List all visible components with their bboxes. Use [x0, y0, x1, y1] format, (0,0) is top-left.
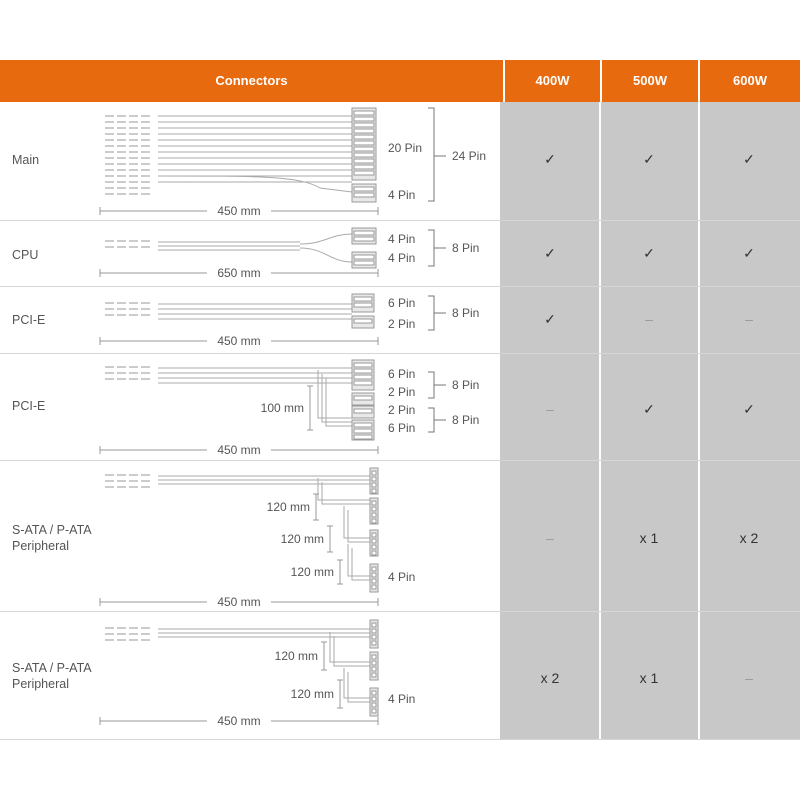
pin-bracket — [428, 108, 434, 201]
wattage-columns-bg — [500, 102, 800, 739]
pin-label: 2 Pin — [388, 385, 416, 399]
wire-stub — [105, 308, 114, 310]
cell-pcie-dual-600w: ✓ — [743, 401, 755, 417]
cable-length-label: 450 mm — [217, 714, 261, 728]
pin-label: 4 Pin — [388, 232, 416, 246]
pin-label: 2 Pin — [388, 403, 416, 417]
wire-stub — [105, 127, 114, 129]
wire-stub — [129, 193, 138, 195]
wire-stub — [129, 240, 138, 242]
wire-stub — [105, 480, 114, 482]
wire — [158, 176, 352, 192]
spacing-label: 120 mm — [274, 649, 318, 663]
wire-stub — [129, 627, 138, 629]
wire-stub — [105, 639, 114, 641]
pin-cell — [372, 471, 376, 475]
pin-cell — [354, 111, 374, 115]
pin-label: 2 Pin — [388, 317, 416, 331]
pin-cell — [354, 255, 374, 259]
pin-cell — [372, 533, 376, 537]
wire-stub — [129, 181, 138, 183]
pin-cell — [354, 375, 372, 379]
wire-stub — [117, 372, 126, 374]
column-divider — [599, 102, 601, 739]
wire-stub — [141, 474, 150, 476]
wire-stub — [141, 121, 150, 123]
header-connectors: Connectors — [215, 73, 288, 88]
pin-cell — [372, 661, 376, 665]
wire-stub — [141, 639, 150, 641]
wire-stub — [129, 474, 138, 476]
wire — [352, 548, 372, 580]
pin-cell — [354, 396, 372, 400]
cable-length-label: 450 mm — [217, 334, 261, 348]
wire-stub — [129, 187, 138, 189]
wire-stub — [117, 145, 126, 147]
wire-stub — [117, 627, 126, 629]
wire-stub — [105, 240, 114, 242]
pin-bracket — [428, 296, 434, 330]
wire-stub — [105, 157, 114, 159]
wire-stub — [117, 187, 126, 189]
combined-pin-label: 8 Pin — [452, 241, 480, 255]
wire-stub — [141, 372, 150, 374]
pin-cell — [354, 297, 372, 301]
cell-pcie-500w: – — [645, 311, 653, 327]
pin-cell — [372, 513, 376, 517]
pin-cell — [354, 381, 372, 385]
pin-cell — [372, 573, 376, 577]
connector-plug — [352, 228, 376, 244]
wire-stub — [141, 187, 150, 189]
pin-cell — [354, 435, 372, 439]
wire-stub — [117, 157, 126, 159]
wire-stub — [129, 314, 138, 316]
wire-stub — [105, 486, 114, 488]
pin-bracket — [428, 408, 434, 432]
wire — [326, 378, 352, 426]
pin-cell — [372, 477, 376, 481]
cell-cpu-400w: ✓ — [544, 245, 556, 261]
wire-stub — [117, 474, 126, 476]
wire-stub — [117, 193, 126, 195]
wire-stub — [141, 633, 150, 635]
pin-cell — [354, 369, 372, 373]
pin-cell — [372, 635, 376, 639]
wire-stub — [105, 633, 114, 635]
cable-length-label: 650 mm — [217, 266, 261, 280]
pin-cell — [372, 703, 376, 707]
pin-cell — [354, 231, 374, 235]
pin-cell — [372, 673, 376, 677]
pin-cell — [354, 187, 374, 191]
cable-length-label: 450 mm — [217, 443, 261, 457]
spacing-label: 120 mm — [280, 532, 324, 546]
wire — [300, 234, 352, 244]
wire-stub — [117, 308, 126, 310]
wire-stub — [117, 378, 126, 380]
wire-stub — [105, 151, 114, 153]
wire-stub — [117, 639, 126, 641]
combined-pin-label: 24 Pin — [452, 149, 487, 163]
wire-stub — [105, 372, 114, 374]
wire-stub — [105, 314, 114, 316]
wire-stub — [129, 633, 138, 635]
pin-cell — [354, 237, 374, 241]
pin-cell — [354, 123, 374, 127]
wire-stub — [105, 115, 114, 117]
cell-main-600w: ✓ — [743, 151, 755, 167]
pin-cell — [372, 507, 376, 511]
wire-stub — [117, 246, 126, 248]
wire-stub — [141, 139, 150, 141]
pin-label: 20 Pin — [388, 141, 423, 155]
wire-stub — [141, 175, 150, 177]
wire-stub — [105, 169, 114, 171]
wire-stub — [141, 246, 150, 248]
pin-cell — [372, 567, 376, 571]
cell-cpu-600w: ✓ — [743, 245, 755, 261]
wire-stub — [105, 187, 114, 189]
pin-cell — [354, 159, 374, 163]
wire-stub — [117, 127, 126, 129]
row-label-main: Main — [12, 153, 40, 167]
wire-stub — [141, 169, 150, 171]
pin-cell — [354, 141, 374, 145]
wire-stub — [141, 163, 150, 165]
wire-stub — [129, 121, 138, 123]
cell-cpu-500w: ✓ — [643, 245, 655, 261]
wire-stub — [105, 378, 114, 380]
wire-stub — [117, 163, 126, 165]
wire-stub — [141, 145, 150, 147]
wire-stub — [105, 163, 114, 165]
wire-stub — [129, 115, 138, 117]
wire-stub — [129, 302, 138, 304]
wire-stub — [117, 169, 126, 171]
wire-stub — [129, 151, 138, 153]
wire-stub — [117, 314, 126, 316]
wire-stub — [105, 121, 114, 123]
spacing-label: 100 mm — [260, 401, 304, 415]
pin-cell — [372, 501, 376, 505]
pin-label: 4 Pin — [388, 692, 416, 706]
pin-label: 6 Pin — [388, 367, 416, 381]
wire-stub — [129, 378, 138, 380]
wire-stub — [129, 480, 138, 482]
cell-sata2-500w: x 1 — [639, 670, 659, 686]
wire-stub — [141, 240, 150, 242]
pin-cell — [372, 709, 376, 713]
row-label-pcie: PCI-E — [12, 313, 46, 327]
spacing-label: 120 mm — [266, 500, 310, 514]
wire-stub — [129, 639, 138, 641]
pin-cell — [354, 147, 374, 151]
spacing-label: 120 mm — [290, 565, 334, 579]
wire-stub — [129, 163, 138, 165]
wire — [322, 482, 372, 504]
header-500w: 500W — [633, 73, 667, 88]
cable-length-label: 450 mm — [217, 595, 261, 609]
cell-sata1-400w: – — [546, 530, 554, 546]
wire-stub — [141, 314, 150, 316]
wire-stub — [141, 181, 150, 183]
pin-cell — [354, 319, 372, 323]
wire-stub — [141, 115, 150, 117]
wire-stub — [129, 308, 138, 310]
cable-length-label: 450 mm — [217, 204, 261, 218]
pin-cell — [372, 483, 376, 487]
pin-cell — [372, 551, 376, 555]
cell-sata2-600w: – — [745, 670, 753, 686]
wire-stub — [129, 133, 138, 135]
wire-stub — [141, 308, 150, 310]
cell-main-500w: ✓ — [643, 151, 655, 167]
pin-cell — [354, 429, 372, 433]
cell-sata2-400w: x 2 — [540, 670, 560, 686]
wire-stub — [117, 480, 126, 482]
pin-label: 4 Pin — [388, 251, 416, 265]
pin-cell — [372, 579, 376, 583]
pin-cell — [372, 519, 376, 523]
pin-cell — [372, 545, 376, 549]
wire-stub — [129, 145, 138, 147]
wire-stub — [129, 486, 138, 488]
pin-cell — [354, 409, 372, 413]
wire-stub — [129, 366, 138, 368]
header-400w: 400W — [535, 73, 570, 88]
pin-cell — [372, 629, 376, 633]
cell-pcie-dual-400w: – — [546, 401, 554, 417]
cell-pcie-600w: – — [745, 311, 753, 327]
spacing-label: 120 mm — [290, 687, 334, 701]
combined-pin-label: 8 Pin — [452, 306, 480, 320]
wire-stub — [117, 133, 126, 135]
pin-cell — [354, 135, 374, 139]
pin-cell — [372, 655, 376, 659]
connector-plug — [352, 252, 376, 268]
wire-stub — [129, 157, 138, 159]
cell-main-400w: ✓ — [544, 151, 556, 167]
wire-stub — [141, 157, 150, 159]
wire — [348, 510, 372, 542]
wire-stub — [105, 366, 114, 368]
header-600w: 600W — [733, 73, 767, 88]
wire-stub — [141, 133, 150, 135]
wire-stub — [117, 181, 126, 183]
wire — [300, 248, 352, 262]
wire-stub — [117, 240, 126, 242]
pin-label: 6 Pin — [388, 296, 416, 310]
wire-stub — [129, 372, 138, 374]
wire-stub — [105, 181, 114, 183]
pin-cell — [372, 667, 376, 671]
wire-stub — [141, 486, 150, 488]
wire-stub — [141, 480, 150, 482]
pin-cell — [354, 303, 372, 307]
combined-pin-label: 8 Pin — [452, 378, 480, 392]
wire-stub — [117, 121, 126, 123]
wire-stub — [129, 246, 138, 248]
wire-stub — [129, 127, 138, 129]
wire-stub — [117, 302, 126, 304]
row-label-sata-peripheral: S-ATA / P-ATA Peripheral — [12, 523, 92, 553]
wire-stub — [129, 169, 138, 171]
wire-stub — [105, 133, 114, 135]
wire — [318, 370, 352, 418]
pin-cell — [372, 697, 376, 701]
pin-cell — [354, 261, 374, 265]
cell-sata1-600w: x 2 — [739, 530, 759, 546]
pin-cell — [354, 165, 374, 169]
pin-label: 4 Pin — [388, 570, 416, 584]
wire-stub — [129, 175, 138, 177]
pin-cell — [372, 489, 376, 493]
row-label-pcie-dual: PCI-E — [12, 399, 46, 413]
wire-stub — [141, 627, 150, 629]
wire-stub — [105, 474, 114, 476]
wire-stub — [117, 486, 126, 488]
row-label-cpu: CPU — [12, 248, 39, 262]
combined-pin-label: 8 Pin — [452, 413, 480, 427]
wire-stub — [117, 151, 126, 153]
wire-stub — [117, 139, 126, 141]
pin-label: 4 Pin — [388, 188, 416, 202]
wire-stub — [105, 193, 114, 195]
wire-stub — [117, 366, 126, 368]
column-divider — [698, 102, 700, 739]
pin-cell — [354, 423, 372, 427]
wire-stub — [105, 246, 114, 248]
pin-cell — [372, 623, 376, 627]
pin-label: 6 Pin — [388, 421, 416, 435]
pin-cell — [354, 363, 372, 367]
cell-pcie-dual-500w: ✓ — [643, 401, 655, 417]
cell-pcie-400w: ✓ — [544, 311, 556, 327]
wire-stub — [117, 175, 126, 177]
pin-cell — [354, 117, 374, 121]
pin-cell — [372, 539, 376, 543]
pin-cell — [354, 171, 374, 175]
wire-stub — [105, 145, 114, 147]
wire-stub — [141, 127, 150, 129]
pin-cell — [354, 193, 374, 197]
pin-cell — [354, 129, 374, 133]
wire-stub — [141, 366, 150, 368]
pin-cell — [354, 153, 374, 157]
wire — [318, 478, 372, 500]
wire-stub — [117, 633, 126, 635]
wire-stub — [141, 193, 150, 195]
pin-cell — [372, 691, 376, 695]
pin-cell — [372, 641, 376, 645]
cell-sata1-500w: x 1 — [639, 530, 659, 546]
row-label-sata-peripheral-2: S-ATA / P-ATA Peripheral — [12, 661, 92, 691]
pin-bracket — [428, 230, 434, 266]
wire-stub — [129, 139, 138, 141]
wire-stub — [105, 627, 114, 629]
wire-stub — [117, 115, 126, 117]
pin-cell — [372, 585, 376, 589]
wire-stub — [105, 175, 114, 177]
wire-stub — [105, 139, 114, 141]
wire-stub — [141, 151, 150, 153]
wire-stub — [141, 302, 150, 304]
wire-stub — [105, 302, 114, 304]
wire-stub — [141, 378, 150, 380]
pin-bracket — [428, 372, 434, 398]
